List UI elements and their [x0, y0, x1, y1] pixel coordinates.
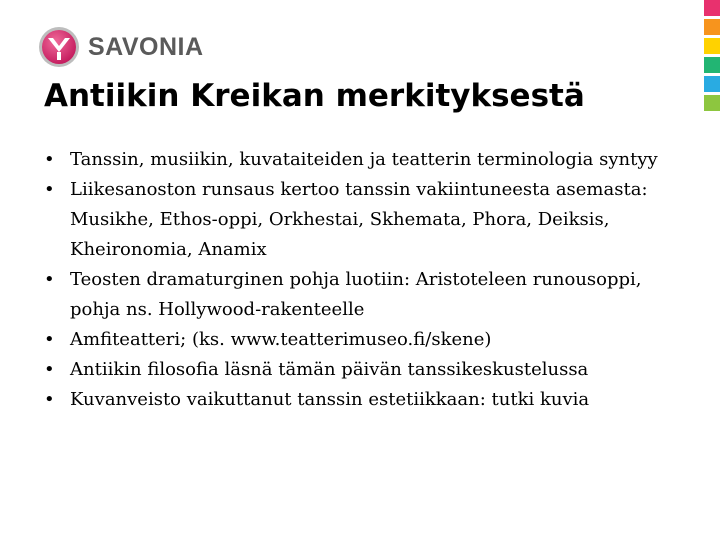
bullet-text: Kuvanveisto vaikuttanut tanssin estetiikkaan: tutki kuvia	[70, 389, 590, 410]
logo-text: SAVONIA	[88, 32, 204, 61]
bullet-item	[44, 385, 694, 415]
savonia-logo-icon	[38, 26, 80, 68]
color-stripe	[704, 76, 720, 92]
color-stripe	[704, 0, 720, 16]
bullet-marker: •	[44, 179, 55, 200]
bullet-text: Tanssin, musiikin, kuvataiteiden ja teatterin terminologia syntyy	[70, 149, 658, 170]
bullet-item	[44, 175, 694, 265]
bullet-text: Amfiteatteri; (ks. www.teatterimuseo.fi/skene)	[70, 329, 492, 350]
bullet-text: Liikesanoston runsaus kertoo tanssin vakiintuneesta asemasta: Musikhe, Ethos-oppi, Orkhestai, Skhemata, Phora, Deiksis, Kheironomia, Anamix	[70, 179, 648, 260]
bullet-marker: •	[44, 359, 55, 380]
bullet-marker: •	[44, 149, 55, 170]
color-stripe	[704, 57, 720, 73]
bullet-item	[44, 325, 694, 355]
bullet-list	[44, 145, 694, 415]
bullet-item	[44, 265, 694, 325]
color-stripes	[704, 0, 720, 114]
bullet-item	[44, 355, 694, 385]
bullet-text: Antiikin filosofia läsnä tämän päivän tanssikeskustelussa	[70, 359, 589, 380]
bullet-text: Teosten dramaturginen pohja luotiin: Aristoteleen runousoppi, pohja ns. Hollywood-rakenteelle	[70, 269, 642, 320]
color-stripe	[704, 95, 720, 111]
bullet-marker: •	[44, 329, 55, 350]
color-stripe	[704, 19, 720, 35]
bullet-marker: •	[44, 389, 55, 410]
color-stripe	[704, 38, 720, 54]
savonia-logo	[38, 26, 204, 68]
bullet-item	[44, 145, 694, 175]
slide-title: Antiikin Kreikan merkityksestä	[44, 78, 585, 114]
bullet-marker: •	[44, 269, 55, 290]
